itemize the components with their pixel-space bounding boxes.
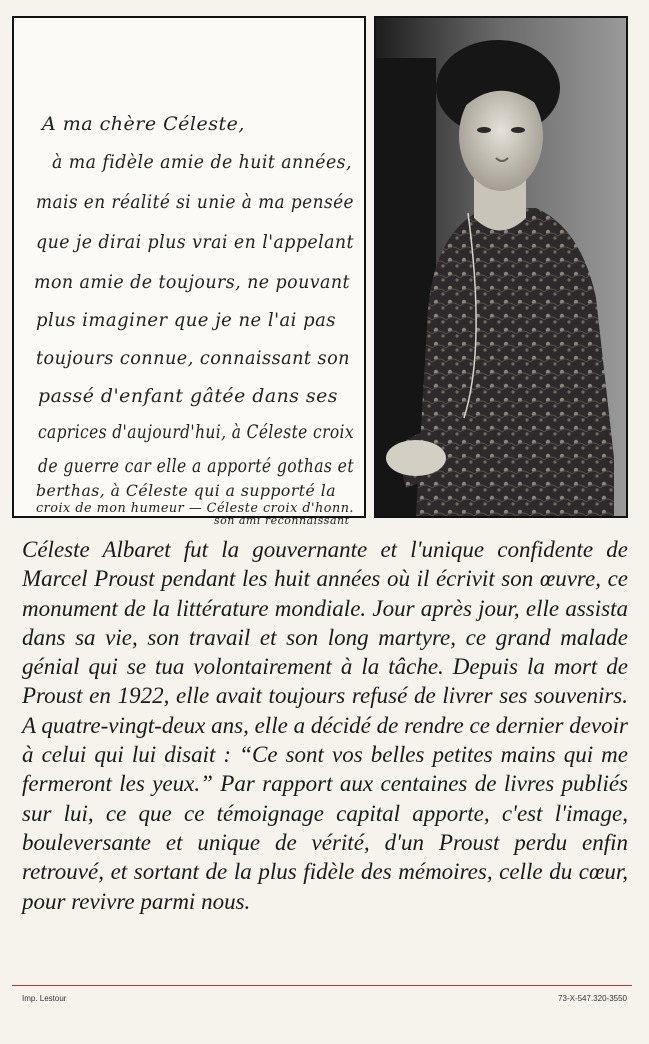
letter-line: de guerre car elle a apporté gothas et: [38, 455, 354, 477]
catalog-code: 73-X-547.320-3550: [558, 994, 627, 1003]
letter-line: croix de mon humeur — Céleste croix d'honn.: [36, 501, 354, 516]
left-eye: [477, 127, 491, 133]
letter-line: plus imaginer que je ne l'ai pas: [36, 309, 336, 331]
handwritten-letter: [12, 16, 366, 527]
letter-line: mais en réalité si unie à ma pensée: [36, 191, 354, 213]
letter-line: berthas, à Céleste qui a supporté la: [36, 481, 336, 500]
footer-rule: [12, 985, 632, 986]
letter-line: passé d'enfant gâtée dans ses: [38, 385, 338, 407]
portrait-illustration: [376, 18, 626, 516]
letter-line: son ami reconnaissant: [214, 514, 350, 527]
printer-imprint: Imp. Lestour: [22, 994, 67, 1003]
portrait-photo: [374, 16, 628, 518]
letter-line: mon amie de toujours, ne pouvant: [34, 271, 350, 293]
letter-line: caprices d'aujourd'hui, à Céleste croix: [38, 421, 354, 443]
hand: [386, 440, 446, 476]
right-eye: [511, 127, 525, 133]
letter-line: que je dirai plus vrai en l'appelant: [36, 231, 354, 253]
letter-line: toujours connue, connaissant son: [36, 347, 350, 369]
letter-line: A ma chère Céleste,: [42, 113, 245, 135]
letter-line: à ma fidèle amie de huit années,: [52, 151, 352, 173]
back-cover-blurb: Céleste Albaret fut la gouvernante et l'unique confidente de Marcel Proust pendant les huit années où il écrivit son œuvre, ce monument de la littérature mondiale. Jour après jour, elle assista dans sa vie, son travail et son long martyre, ce grand malade génial qui se tua volontairement à la tâche. Depuis la mort de Proust en 1922, elle avait toujours refusé de livrer ses souvenirs. A quatre-vingt-deux ans, elle a décidé de rendre ce dernier devoir à celui qui lui disait : “Ce sont vos belles petites mains qui me fermeront les yeux.” Par rapport aux centaines de livres publiés sur lui, ce que ce témoignage capital apporte, c'est l'image, bouleversante et unique de vérité, d'un Proust perdu enfin retrouvé, et sortant de la plus fidèle des mémoires, celle du cœur, pour revivre parmi nous.: [22, 537, 628, 914]
letter-handwriting: [14, 18, 364, 527]
